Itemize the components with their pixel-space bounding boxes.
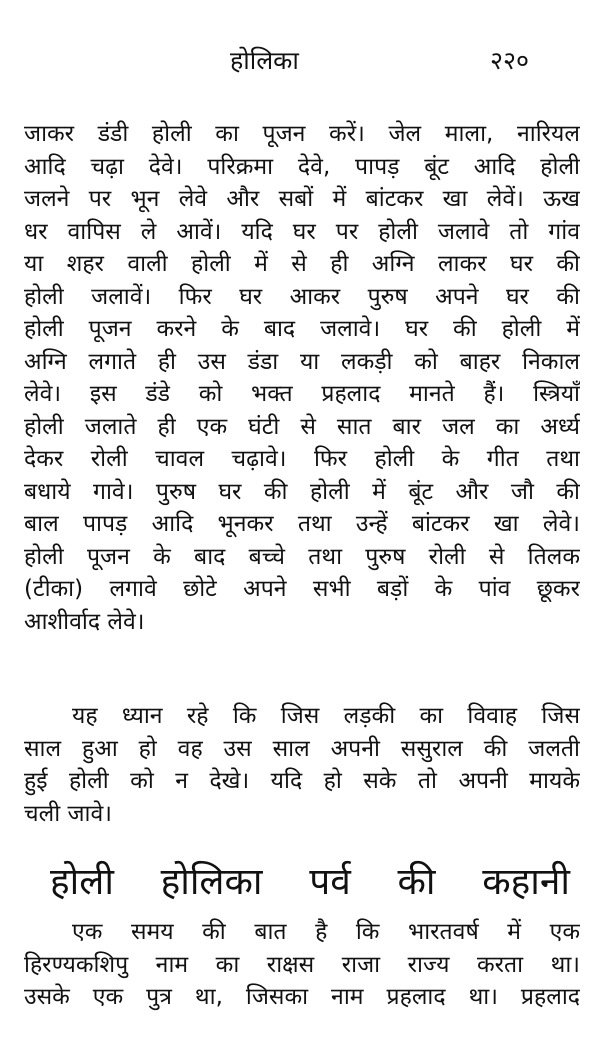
text-line: या शहर वाली होली में से ही अग्नि लाकर घर की [24, 251, 580, 277]
text-line: आशीर्वाद लेवे। [24, 608, 145, 635]
text-line: हिरण्यकशिपु नाम का राक्षस राजा राज्य करता था। [24, 951, 580, 978]
text-line: होली पूजन करने के बाद जलावे। घर की होली में [24, 316, 580, 342]
text-line: यह ध्यान रहे कि जिस लड़की का विवाह जिस [72, 703, 580, 729]
text-line: साल हुआ हो वह उस साल अपनी ससुराल की जलती [24, 735, 580, 762]
text-line: बधाये गावे। पुरुष घर की होली में बूंट और जौ की [24, 478, 580, 505]
text-line: होली पूजन के बाद बच्चे तथा पुरुष रोली से तिलक [24, 543, 580, 570]
text-line: (टीका) लगावे छोटे अपने सभी बड़ों के पांव छूकर [24, 576, 580, 602]
text-line: धर वापिस ले आवें। यदि घर पर होली जलावे तो गांव [24, 218, 580, 245]
section-heading: होली होलिका पर्व की कहानी [50, 860, 570, 903]
text-line: अग्नि लगाते ही उस डंडा या लकड़ी को बाहर निकाल [24, 348, 580, 375]
text-line: लेवे। इस डंडे को भक्त प्रहलाद मानते हैं। स्त्रियाँ [24, 381, 580, 407]
text-line: होली जलावें। फिर घर आकर पुरुष अपने घर की [24, 283, 580, 310]
text-line: जलने पर भून लेवे और सबों में बांटकर खा लेवें। ऊख [24, 186, 580, 212]
text-line: होली जलाते ही एक घंटी से सात बार जल का अर्ध्य [24, 413, 580, 440]
page-header [0, 44, 600, 80]
text-line: आदि चढ़ा देवे। परिक्रमा देवे, पापड़ बूंट आदि होली [24, 153, 580, 180]
running-title: होलिका [230, 46, 299, 75]
paragraph-2 [24, 700, 580, 830]
text-line: जाकर डंडी होली का पूजन करें। जेल माला, नारियल [24, 121, 580, 147]
text-line: हुई होली को न देखे। यदि हो सके तो अपनी मायके [24, 768, 580, 794]
text-line: उसके एक पुत्र था, जिसका नाम प्रहलाद था। प्रहलाद [24, 984, 580, 1010]
text-line: देकर रोली चावल चढ़ावे। फिर होली के गीत तथा [24, 446, 580, 472]
text-line: एक समय की बात है कि भारतवर्ष में एक [72, 919, 580, 945]
paragraph-1 [24, 118, 580, 638]
paragraph-3 [24, 916, 580, 1014]
page-number: २२० [490, 46, 530, 75]
text-line: चली जावे। [24, 800, 112, 827]
text-line: बाल पापड़ आदि भूनकर तथा उन्हें बांटकर खा लेवे। [24, 511, 580, 537]
